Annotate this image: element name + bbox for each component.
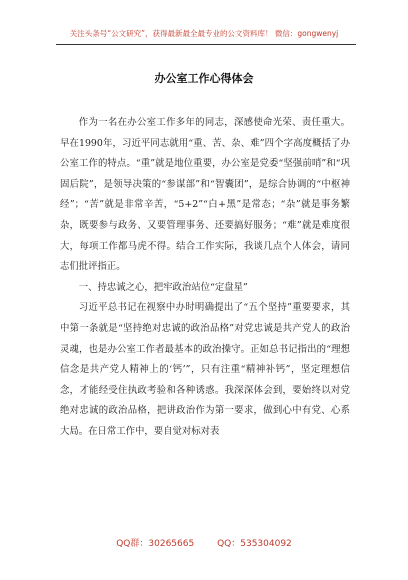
document-title: 办公室工作心得体会 — [154, 72, 254, 85]
footer-qq: QQ：535304092 — [217, 539, 292, 549]
header-divider — [56, 44, 356, 45]
footer-contact — [0, 536, 408, 549]
header-promo-note: 关注头条号“公文研究”，获得最新最全最专业的公文资料库！ 微信：gongwenyj — [69, 29, 339, 38]
footer-qq-group: QQ群：30265665 — [116, 539, 195, 549]
document-body — [60, 113, 350, 443]
intro-paragraph: 作为一名在办公室工作多年的同志，深感使命光荣、责任重大。早在1990年，习近平同志就用“重、苦、杂、难”四个字高度概括了办公室工作的特点。“重”就是地位重要，办公室是党委“坚强前哨”和“巩固后院”，是领导决策的“参谋部”和“智囊团”，是综合协调的“中枢神经”；“苦”就是非常辛苦，“5+2”“白+黑”是常态；“杂”就是事务繁杂，既要参与政务、又要管理事务、还要搞好服务；“难”就是难度很大，每项工作都马虎不得。结合工作实际，我谈几点个人体会，请同志们批评指正。 — [60, 117, 350, 273]
section-1-paragraph: 习近平总书记在视察中办时明确提出了“五个坚持”重要要求，其中第一条就是“坚持绝对忠诚的政治品格”对党忠诚是共产党人的政治灵魂，也是办公室工作者最基本的政治操守。正如总书记指出的“理想信念是共产党人精神上的‘钙’”，只有注重“精神补钙”，坚定理想信念，才能经受住执政考验和各种诱惑。我深深体会到，要始终以对党绝对忠诚的政治品格，把讲政治作为第一要求，做到心中有党、心系大局。在日常工作中，要自觉对标对表 — [60, 302, 350, 437]
section-1-heading: 一、持忠诚之心，把牢政治站位“定盘星” — [78, 281, 248, 293]
